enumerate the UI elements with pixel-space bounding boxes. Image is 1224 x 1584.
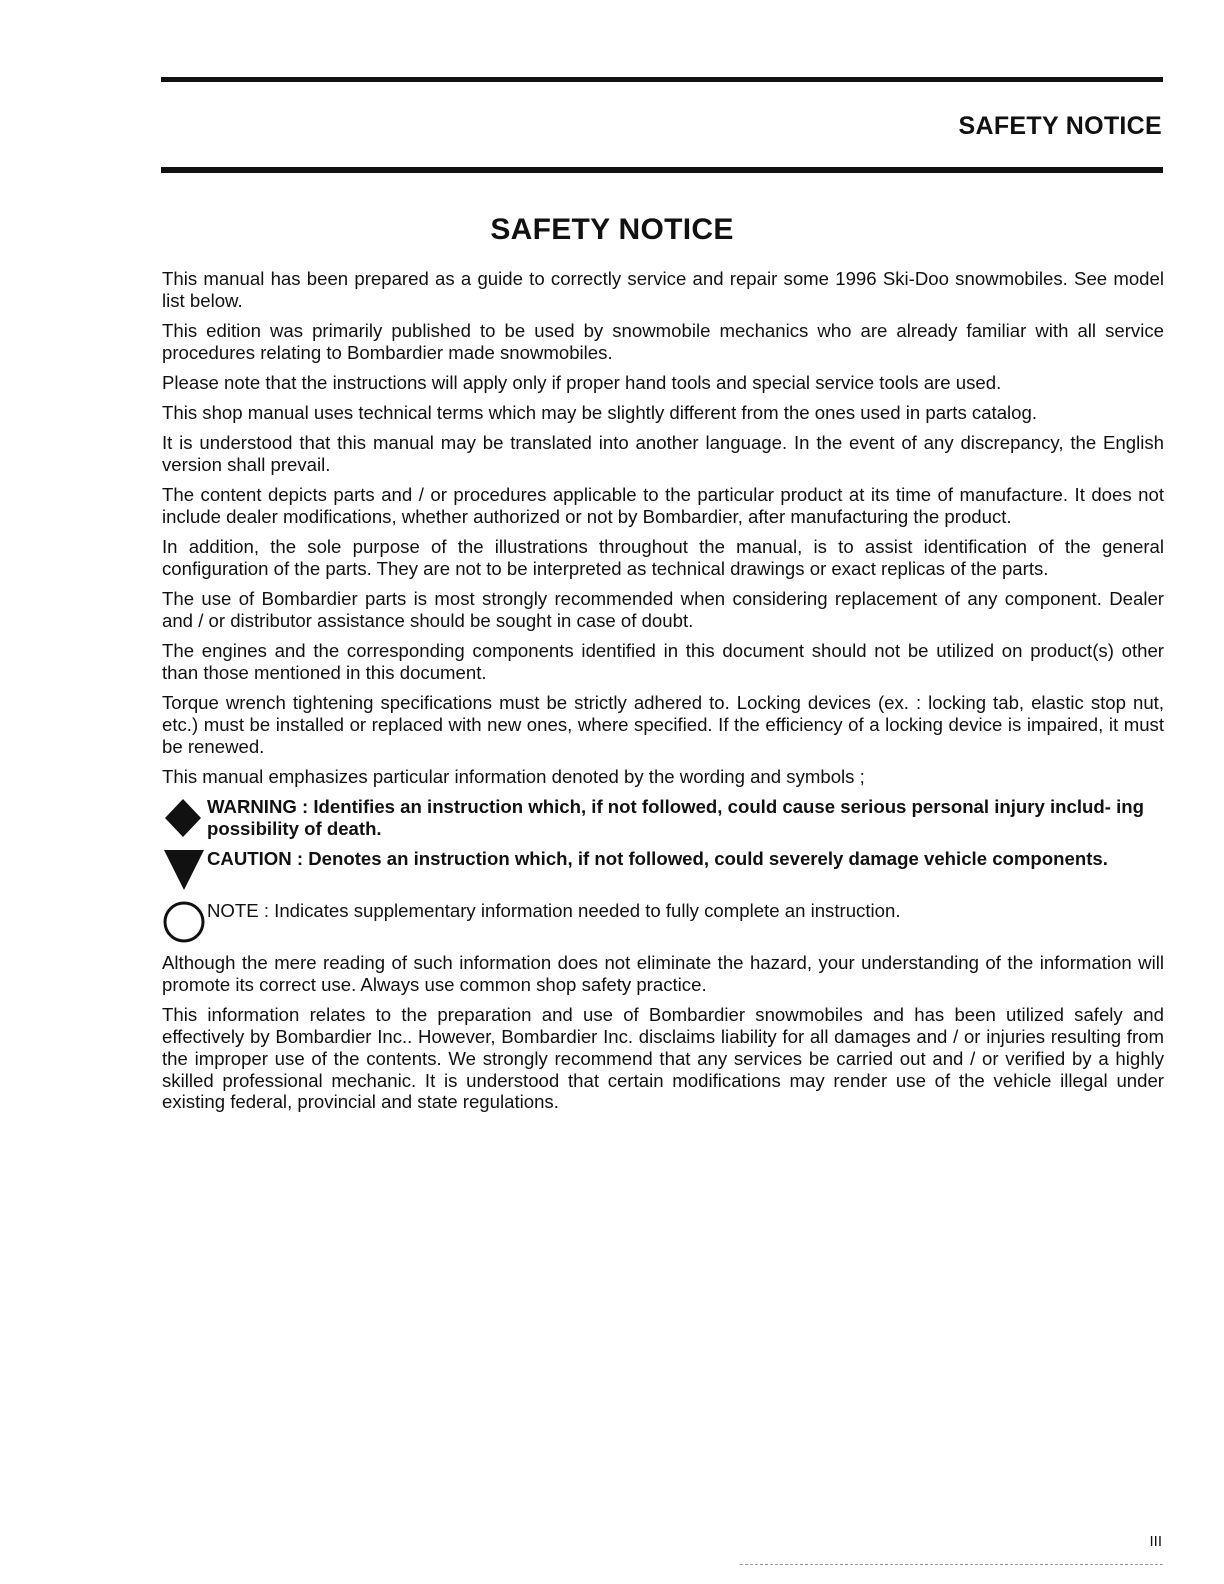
footer-rule [740,1564,1163,1566]
warning-text: WARNING : Identifies an instruction which, if not followed, could cause serious personal injury includ- ing possibility of death. [207,796,1144,840]
page-title: SAFETY NOTICE [490,213,734,246]
paragraph: This edition was primarily published to be used by snowmobile mechanics who are already familiar with all service procedures relating to Bombardier made snowmobiles. [162,319,1164,363]
note-notice [162,900,1164,944]
paragraph: In addition, the sole purpose of the illustrations throughout the manual, is to assist identification of the general configuration of the parts. They are not to be interpreted as technical drawings or exact replicas of the parts. [162,536,1164,580]
paragraph: The use of Bombardier parts is most strongly recommended when considering replacement of any component. Dealer and / or distributor assistance should be sought in case of doubt. [162,588,1164,632]
page-number: III [1149,1533,1162,1550]
paragraph: This shop manual uses technical terms which may be slightly different from the ones used in parts catalog. [162,402,1038,424]
header-bottom-rule [161,167,1163,173]
paragraph: The content depicts parts and / or procedures applicable to the particular product at its time of manufacture. It does not include dealer modifications, whether authorized or not by Bombardier, after manufacturing the product. [162,484,1164,528]
caution-text: CAUTION : Denotes an instruction which, if not followed, could severely damage vehicle components. [207,848,1108,870]
paragraph: The engines and the corresponding components identified in this document should not be utilized on product(s) other than those mentioned in this document. [162,640,1164,684]
paragraph: Torque wrench tightening specifications must be strictly adhered to. Locking devices (ex. : locking tab, elastic stop nut, etc.) must be installed or replaced with new ones, where specified. If the efficiency of a locking device is impaired, it must be renewed. [162,692,1164,757]
warning-notice [162,796,1164,840]
triangle-down-icon [162,848,206,892]
paragraph: This manual has been prepared as a guide to correctly service and repair some 1996 Ski-Doo snowmobiles. See model list below. [162,268,1164,311]
diamond-icon [162,796,204,840]
note-text: NOTE : Indicates supplementary information needed to fully complete an instruction. [207,900,901,922]
paragraph: Although the mere reading of such information does not eliminate the hazard, your understanding of the information will promote its correct use. Always use common shop safety practice. [162,952,1164,996]
safety-notice-body [162,268,1164,1122]
header-top-rule [161,77,1163,82]
circle-icon [162,900,206,944]
paragraph: This manual emphasizes particular information denoted by the wording and symbols ; [162,766,865,788]
header-title: SAFETY NOTICE [958,112,1162,140]
paragraph: This information relates to the preparation and use of Bombardier snowmobiles and has been utilized safely and effectively by Bombardier Inc.. However, Bombardier Inc. disclaims liability for all damages and / or injuries resulting from the improper use of the contents. We strongly recommend that any services be carried out and / or verified by a highly skilled professional mechanic. It is understood that certain modifications may render use of the vehicle illegal under existing federal, provincial and state regulations. [162,1004,1164,1113]
paragraph: It is understood that this manual may be translated into another language. In the event of any discrepancy, the English version shall prevail. [162,432,1164,476]
caution-notice [162,848,1164,892]
paragraph: Please note that the instructions will apply only if proper hand tools and special service tools are used. [162,371,1002,393]
